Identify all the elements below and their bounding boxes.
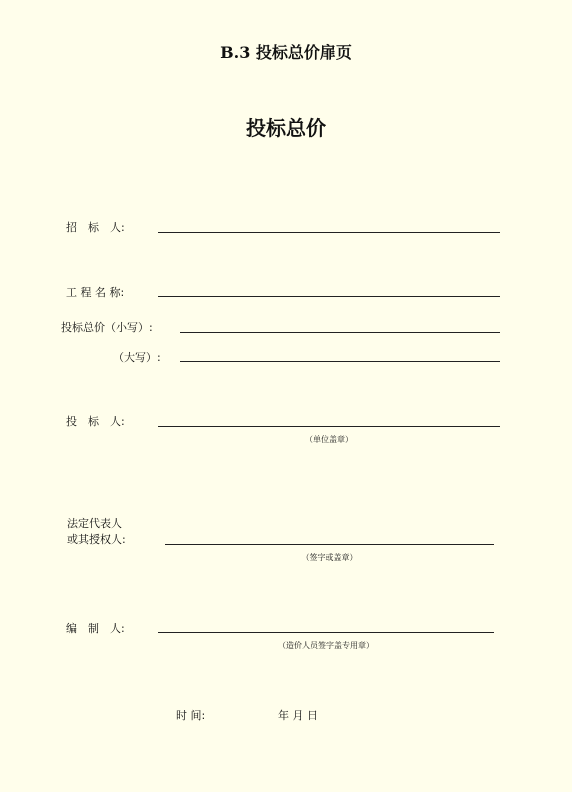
- compiler-field-line[interactable]: [158, 632, 494, 633]
- tenderer-field-line[interactable]: [158, 232, 500, 233]
- legal-rep-sign-note: （签字或盖章）: [301, 553, 358, 562]
- legal-rep-label-line2: 或其授权人:: [67, 533, 126, 546]
- legal-rep-label-line1: 法定代表人: [67, 517, 122, 530]
- tenderer-label: 招 标 人:: [66, 221, 125, 234]
- total-upper-field-line[interactable]: [180, 361, 500, 362]
- time-label: 时 间:: [176, 709, 206, 722]
- total-upper-label: （大写）:: [113, 351, 161, 364]
- compiler-stamp-note: （造价人员签字盖专用章）: [278, 641, 374, 650]
- legal-rep-field-line[interactable]: [165, 544, 494, 545]
- bidder-label: 投 标 人:: [66, 415, 125, 428]
- project-name-field-line[interactable]: [158, 296, 500, 297]
- project-name-label: 工 程 名 称:: [66, 286, 125, 299]
- bidder-field-line[interactable]: [158, 426, 500, 427]
- date-field[interactable]: 年 月 日: [278, 709, 318, 722]
- total-lower-field-line[interactable]: [180, 332, 500, 333]
- section-heading: B.3 投标总价扉页: [220, 43, 352, 62]
- bidder-seal-note: （单位盖章）: [305, 435, 353, 444]
- total-lower-label: 投标总价（小写）:: [61, 321, 153, 334]
- compiler-label: 编 制 人:: [66, 622, 125, 635]
- page-title: 投标总价: [246, 116, 326, 140]
